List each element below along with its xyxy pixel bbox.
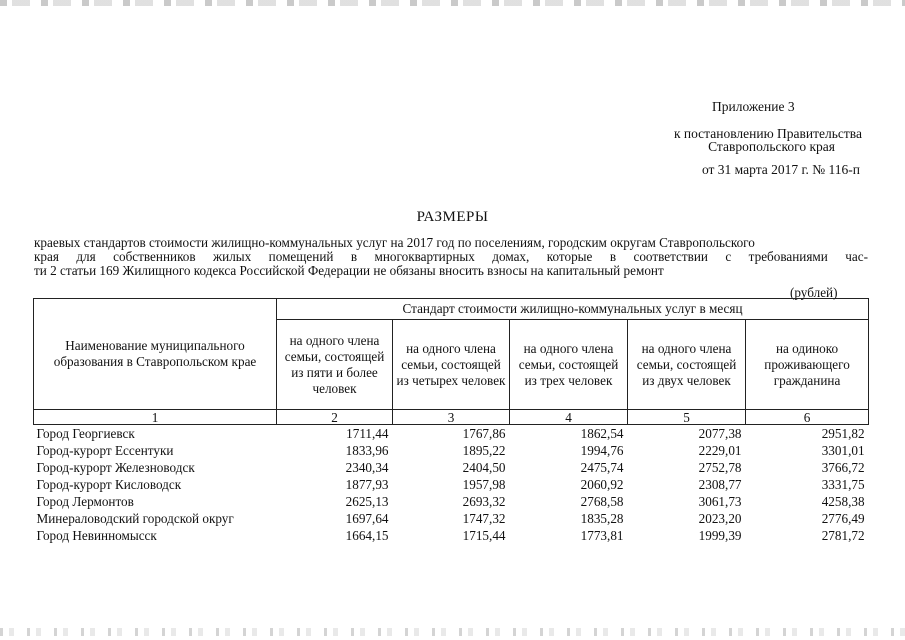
cost-value: 2776,49 <box>821 511 865 526</box>
table-row <box>34 442 869 459</box>
table-row <box>34 476 869 493</box>
cost-value: 2340,34 <box>345 460 389 475</box>
cost-value: 3331,75 <box>821 477 865 492</box>
table-row <box>34 510 869 527</box>
scan-artifact-bottom <box>0 628 905 636</box>
column-header-two: на одного члена семьи, состоящей из двух человек <box>628 320 746 410</box>
cost-value: 2475,74 <box>580 460 624 475</box>
municipality-name: Минераловодский городской округ <box>36 511 234 526</box>
cost-value: 1999,39 <box>698 528 742 543</box>
cost-value: 3766,72 <box>821 460 865 475</box>
cost-value: 2229,01 <box>698 443 742 458</box>
municipality-name: Город-курорт Железноводск <box>36 460 195 475</box>
column-group-header: Стандарт стоимости жилищно-коммунальных услуг в месяц <box>277 299 869 320</box>
cost-value: 1862,54 <box>580 426 624 441</box>
column-header-three: на одного члена семьи, состоящей из трех человек <box>510 320 628 410</box>
cost-value: 2625,13 <box>345 494 389 509</box>
cost-value: 1957,98 <box>462 477 506 492</box>
cost-value: 2023,20 <box>698 511 742 526</box>
table-row <box>34 493 869 510</box>
column-number: 2 <box>277 410 393 425</box>
cost-value: 1895,22 <box>462 443 506 458</box>
column-header-five-plus: на одного члена семьи, состоящей из пяти и более человек <box>277 320 393 410</box>
cost-value: 1767,86 <box>462 426 506 441</box>
municipality-name: Город-курорт Кисловодск <box>36 477 182 492</box>
cost-value: 1833,96 <box>345 443 389 458</box>
cost-value: 1994,76 <box>580 443 624 458</box>
cost-value: 1664,15 <box>345 528 389 543</box>
resolution-date: от 31 марта 2017 г. № 116-п <box>701 162 860 177</box>
standards-table <box>33 298 869 544</box>
column-number: 4 <box>510 410 628 425</box>
cost-value: 3301,01 <box>821 443 865 458</box>
column-number: 3 <box>393 410 510 425</box>
municipality-name: Город Невинномысск <box>36 528 157 543</box>
table-row <box>34 425 869 443</box>
table-row <box>34 527 869 544</box>
cost-value: 2060,92 <box>580 477 624 492</box>
cost-value: 2404,50 <box>462 460 506 475</box>
appendix-label: Приложение 3 <box>712 99 795 114</box>
cost-value: 2768,58 <box>580 494 624 509</box>
cost-value: 1697,64 <box>345 511 389 526</box>
cost-value: 2077,38 <box>698 426 742 441</box>
cost-value: 2308,77 <box>698 477 742 492</box>
table-row <box>34 459 869 476</box>
resolution-line-2: Ставропольского края <box>708 139 835 154</box>
cost-value: 1773,81 <box>580 528 624 543</box>
cost-value: 1835,28 <box>580 511 624 526</box>
unit-label: (рублей) <box>790 285 838 300</box>
resolution-line-1: к постановлению Правительства <box>673 126 862 141</box>
cost-value: 4258,38 <box>821 494 865 509</box>
municipality-name: Город Георгиевск <box>36 426 135 441</box>
description-line-3: ти 2 статьи 169 Жилищного кодекса Российской Федерации не обязаны вносить взносы на капитальный ремонт <box>34 263 664 278</box>
description-line-2: края для собственников жилых помещений в многоквартирных домах, которые в соответствии с требованиями час- <box>34 249 868 264</box>
municipality-name: Город-курорт Ессентуки <box>36 443 174 458</box>
cost-value: 1747,32 <box>462 511 506 526</box>
column-number: 5 <box>628 410 746 425</box>
cost-value: 2752,78 <box>698 460 742 475</box>
description-line-1: краевых стандартов стоимости жилищно-коммунальных услуг на 2017 год по поселениям, городским округам Ставропольского <box>34 235 755 250</box>
cost-value: 2951,82 <box>821 426 865 441</box>
column-header-name: Наименование муниципального образования в Ставропольском крае <box>34 299 277 410</box>
cost-value: 2693,32 <box>462 494 506 509</box>
document-title: РАЗМЕРЫ <box>416 209 489 225</box>
cost-value: 3061,73 <box>698 494 742 509</box>
column-number: 1 <box>34 410 277 425</box>
scan-artifact-top <box>0 0 905 6</box>
column-number: 6 <box>746 410 869 425</box>
cost-value: 1715,44 <box>462 528 506 543</box>
column-header-single: на одиноко проживающего гражданина <box>746 320 869 410</box>
cost-value: 1711,44 <box>346 426 389 441</box>
cost-value: 2781,72 <box>821 528 865 543</box>
cost-value: 1877,93 <box>345 477 389 492</box>
column-header-four: на одного члена семьи, состоящей из четырех человек <box>393 320 510 410</box>
municipality-name: Город Лермонтов <box>36 494 134 509</box>
document-description <box>34 236 868 278</box>
